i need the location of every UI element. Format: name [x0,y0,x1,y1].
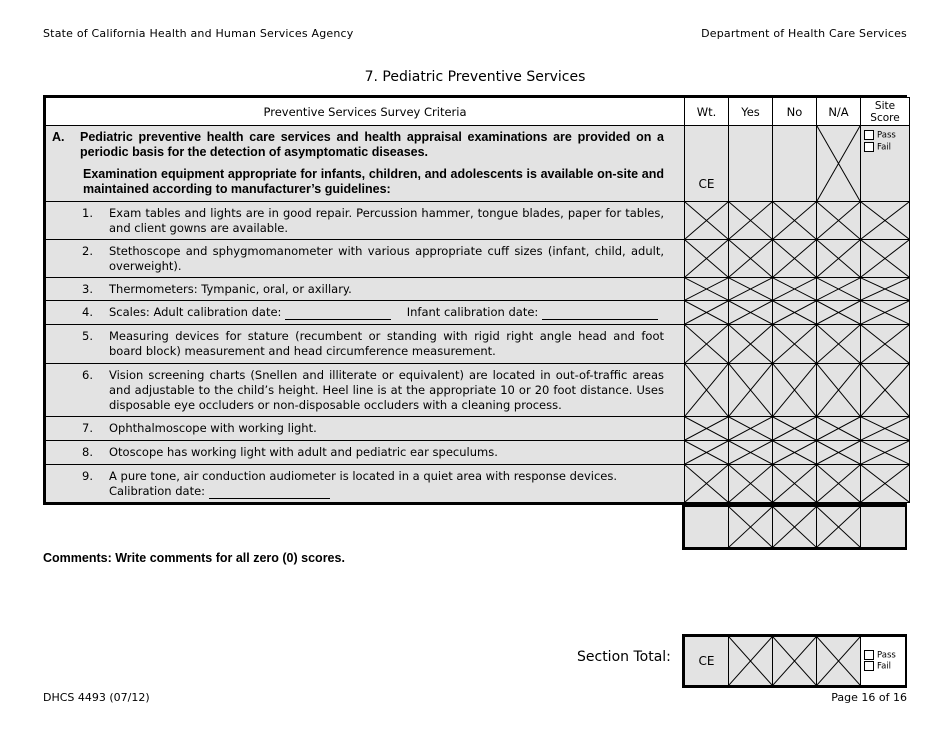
crossed-out-cell [817,325,861,364]
page-title: 7. Pediatric Preventive Services [364,69,586,85]
crossed-out-cell [861,364,910,417]
wt-column-header: Wt. [685,98,729,126]
subtotal-site-score [861,507,906,548]
criteria-column-header: Preventive Services Survey Criteria [46,98,685,126]
section-total-label: Section Total: [577,649,671,665]
crossed-out-cell [685,278,729,301]
crossed-out-cell [685,240,729,278]
crossed-out-cell [861,441,910,465]
crossed-out-cell [729,202,773,240]
crossed-out-cell [729,465,773,503]
item-criteria [46,278,685,301]
crossed-out-cell [817,465,861,503]
no-column-header: No [773,98,817,126]
table-row [46,441,910,465]
crossed-out-cell [861,202,910,240]
item-number: 3. [82,282,93,296]
section-a-subheading: Examination equipment appropriate for infants, children, and adolescents is available on-site and maintained according to manufacturer’s guidelines: [83,167,664,196]
audiometer-text: A pure tone, air conduction audiometer is located in a quiet area with response devices. [109,469,618,483]
table-row [46,202,910,240]
section-a-yes [729,126,773,202]
pass-checkbox[interactable] [864,650,874,660]
section-a-wt-value: CE [698,177,715,191]
subtotal-na-crossed [817,507,861,548]
crossed-out-cell [729,417,773,441]
crossed-out-cell [729,441,773,465]
yes-column-header: Yes [729,98,773,126]
crossed-out-cell [773,202,817,240]
form-number: DHCS 4493 (07/12) [43,691,150,704]
section-a-row [46,126,910,202]
crossed-out-cell [773,364,817,417]
audiometer-calibration-date-field[interactable] [209,498,330,499]
item-criteria [46,417,685,441]
item-number: 9. [82,469,93,483]
na-column-header: N/A [817,98,861,126]
crossed-out-cell [685,417,729,441]
item-number: 2. [82,244,93,258]
table-header-row [46,98,910,126]
pass-label: Pass [877,130,896,141]
item-number: 6. [82,368,93,382]
item-text: Measuring devices for stature (recumbent or standing with rigid right angle head and foot board block) measurement and head circumference measurement. [109,329,664,358]
item-criteria [46,240,685,278]
fail-label: Fail [877,142,892,152]
item-criteria [46,364,685,417]
site-score-column-header [861,98,910,126]
section-total-wt: CE [685,637,729,686]
section-a-no [773,126,817,202]
page-number: Page 16 of 16 [831,691,907,704]
agency-header: State of California Health and Human Services Agency [43,27,354,40]
fail-checkbox[interactable] [864,142,874,152]
pass-label: Pass [877,650,896,660]
crossed-out-cell [861,301,910,325]
crossed-out-cell [729,278,773,301]
crossed-out-cell [817,202,861,240]
crossed-out-cell [861,325,910,364]
total-yes-crossed [729,637,773,686]
crossed-out-cell [773,441,817,465]
table-row [46,240,910,278]
survey-table [43,95,907,505]
crossed-out-cell [817,240,861,278]
total-no-crossed [773,637,817,686]
section-a-na-crossed [817,126,861,202]
section-a-wt [685,126,729,202]
item-number: 4. [82,305,93,319]
crossed-out-cell [773,465,817,503]
fail-option[interactable] [864,142,906,154]
infant-calibration-date-field[interactable] [542,319,658,320]
crossed-out-cell [685,465,729,503]
crossed-out-cell [773,278,817,301]
fail-label: Fail [877,661,892,672]
crossed-out-cell [685,202,729,240]
department-header: Department of Health Care Services [701,27,907,40]
crossed-out-cell [773,325,817,364]
adult-calibration-label: Scales: Adult calibration date: [109,305,282,319]
crossed-out-cell [685,441,729,465]
crossed-out-cell [817,364,861,417]
table-row [46,417,910,441]
crossed-out-cell [817,278,861,301]
item-text: Exam tables and lights are in good repair. Percussion hammer, tongue blades, paper for tables, and client gowns are available. [109,206,664,235]
fail-checkbox[interactable] [864,661,874,671]
item-text [109,469,664,499]
crossed-out-cell [861,278,910,301]
adult-calibration-date-field[interactable] [285,319,391,320]
crossed-out-cell [817,441,861,465]
crossed-out-cell [861,465,910,503]
item-number: 8. [82,445,93,459]
section-a-criteria [46,126,685,202]
section-a-label: A. [52,130,65,144]
crossed-out-cell [817,301,861,325]
section-total-row [682,634,907,688]
total-pass-option[interactable] [864,650,902,662]
item-criteria [46,465,685,503]
crossed-out-cell [773,417,817,441]
crossed-out-cell [729,240,773,278]
item-number: 7. [82,421,93,435]
item-text [109,305,664,320]
table-row [46,465,910,503]
section-a-heading: Pediatric preventive health care services and health appraisal examinations are provided on a periodic basis for the detection of asymptomatic diseases. [80,130,664,159]
site-label: Site [874,99,896,112]
crossed-out-cell [817,417,861,441]
table-row [46,325,910,364]
subtotal-no-crossed [773,507,817,548]
item-text: Ophthalmoscope with working light. [109,421,317,435]
total-fail-option[interactable] [864,661,902,673]
section-a-site-score [861,126,910,202]
crossed-out-cell [861,417,910,441]
item-criteria [46,202,685,240]
crossed-out-cell [773,240,817,278]
pass-option[interactable] [864,130,906,142]
crossed-out-cell [773,301,817,325]
item-text: Otoscope has working light with adult and pediatric ear speculums. [109,445,498,459]
item-criteria [46,441,685,465]
item-criteria [46,301,685,325]
item-number: 1. [82,206,93,220]
section-subtotal-row [682,504,907,550]
infant-calibration-label: Infant calibration date: [406,305,539,319]
crossed-out-cell [685,364,729,417]
score-label: Score [870,111,900,124]
item-criteria [46,325,685,364]
item-number: 5. [82,329,93,343]
comments-instruction: Comments: Write comments for all zero (0) scores. [43,551,345,565]
table-row [46,278,910,301]
section-total-site-score [861,637,906,686]
subtotal-wt [685,507,729,548]
item-text: Thermometers: Tympanic, oral, or axillary. [109,282,352,296]
crossed-out-cell [685,325,729,364]
table-row [46,364,910,417]
item-text: Stethoscope and sphygmomanometer with various appropriate cuff sizes (infant, child, adult, overweight). [109,244,664,273]
crossed-out-cell [861,240,910,278]
subtotal-yes-crossed [729,507,773,548]
crossed-out-cell [729,301,773,325]
table-row [46,301,910,325]
crossed-out-cell [729,364,773,417]
crossed-out-cell [729,325,773,364]
total-na-crossed [817,637,861,686]
item-text: Vision screening charts (Snellen and illiterate or equivalent) are located in out-of-traffic areas and adjustable to the child’s height. Heel line is at the appropriate 10 or 20 foot distance. Uses disposable eye occluders or non-disposable occluders with a cleaning process. [109,368,664,412]
pass-checkbox[interactable] [864,130,874,140]
crossed-out-cell [685,301,729,325]
audiometer-calibration-label: Calibration date: [109,484,206,498]
